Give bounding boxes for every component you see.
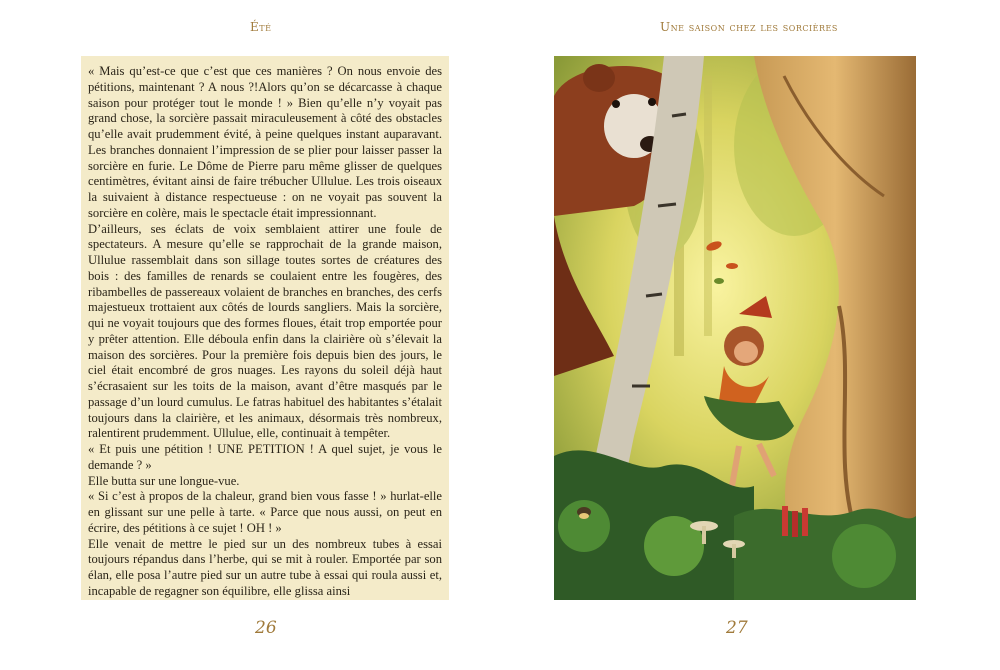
paragraph: « Et puis une pétition ! UNE PETITION ! A quel sujet, je vous le demande ? » [88,442,442,472]
paragraph: Elle venait de mettre le pied sur un des nombreux tubes à essai toujours répandus dans l’herbe, qui se mit à rouler. Emportée par son élan, elle posa l’autre pied sur un autre tube à essai qui roula aussi et, incapable de regagner son équilibre, elle glissa ainsi [88,536,442,598]
page-number-right: 27 [726,618,748,638]
paragraph: « Si c’est à propos de la chaleur, grand bien vous fasse ! » hurlat-elle en glissant sur une pelle à tarte. « Parce que nous aussi, on peut en écrire, des pétitions à ce sujet ! OH ! » [88,489,442,535]
running-header-right: Une saison chez les sorcières [660,20,838,34]
paragraph: Elle butta sur une longue-vue. [88,473,240,488]
forest-illustration [554,56,916,600]
paragraph: D’ailleurs, ses éclats de voix semblaient attirer une foule de spectateurs. A mesure qu’elle se rapprochait de la grande maison, Ullulue rassemblait dans son sillage toutes sortes de créatures des bois : des familles de renards se coulaient entre les fougères, des ribambelles de passereaux volaient de branches en branches, des cerfs majestueux trottaient aux côtés de lourds sangliers. Mais la sorcière, qui ne voyait toujours que des formes floues, était trop emportée pour y prêter attention. Elle déboula enfin dans la clairière où s’élevait la maison des sorcières. Pour la première fois depuis bien des jours, le ciel était encombré de gros nuages. Les rayons du soleil déjà haut s’écrasaient sur les toits de la maison, avant d’être masqués par le passage d’un lourd cumulus. Le fatras habituel des habitantes s’étalait toujours dans la clairière, et les animaux, désormais très nombreux, ralentirent prudemment. Ullulue, elle, continuait à tempêter. [88,221,442,441]
paragraph: « Mais qu’est-ce que c’est que ces manières ? On nous envoie des pétitions, maintenant ? A nous ?!Alors qu’on se décarcasse à chaque saison pour protéger tout le monde ! » Bien qu’elle n’y voyait pas grand chose, la sorcière passait miraculeusement à côté des obstacles qu’elle avait prudemment évité, à peine quelques instant auparavant. Les branches donnaient l’impression de se plier pour laisser passer la sorcière en furie. Le Dôme de Pierre paru même glisser de quelques centimètres, évitant ainsi de faire trébucher Ullulue. Les trois oiseaux la suivaient à distance respectueuse : on ne voyait pas souvent la sorcière en colère, mais le spectacle était impressionnant. [88,64,442,220]
running-header-left: Été [250,20,272,34]
text-page [81,56,449,600]
page-number-left: 26 [255,618,277,638]
